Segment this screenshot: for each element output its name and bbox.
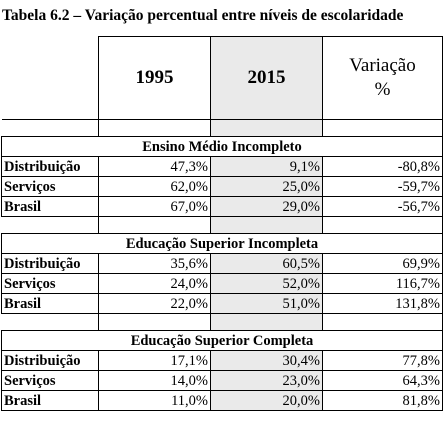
table-row (2, 351, 443, 371)
cell-2015: 52,0% (211, 274, 323, 294)
cell-variation: 131,8% (323, 294, 443, 314)
section-header-row (2, 234, 443, 254)
row-label: Serviços (2, 274, 99, 294)
cell-1995: 47,3% (99, 157, 211, 177)
row-label: Distribuição (2, 351, 99, 371)
cell-variation: 64,3% (323, 371, 443, 391)
section-spacer (2, 314, 443, 331)
cell-1995: 62,0% (99, 177, 211, 197)
section-header-row (2, 331, 443, 351)
cell-variation: -56,7% (323, 197, 443, 217)
cell-1995: 14,0% (99, 371, 211, 391)
cell-1995: 24,0% (99, 274, 211, 294)
table-row (2, 197, 443, 217)
cell-variation: 69,9% (323, 254, 443, 274)
row-label: Brasil (2, 197, 99, 217)
table-row (2, 254, 443, 274)
header-variation (323, 37, 443, 120)
row-label: Distribuição (2, 157, 99, 177)
table-header-row (2, 37, 443, 120)
table-row (2, 177, 443, 197)
table-caption: Tabela 6.2 – Variação percentual entre níveis de escolaridade (2, 7, 404, 24)
table-row (2, 274, 443, 294)
section-spacer (2, 217, 443, 234)
header-corner (2, 37, 99, 120)
header-2015: 2015 (211, 37, 323, 120)
cell-2015: 23,0% (211, 371, 323, 391)
cell-1995: 11,0% (99, 391, 211, 411)
cell-1995: 22,0% (99, 294, 211, 314)
cell-2015: 51,0% (211, 294, 323, 314)
cell-variation: -80,8% (323, 157, 443, 177)
section-header-row (2, 137, 443, 157)
cell-2015: 30,4% (211, 351, 323, 371)
cell-1995: 35,6% (99, 254, 211, 274)
section-title: Ensino Médio Incompleto (2, 137, 443, 157)
cell-2015: 9,1% (211, 157, 323, 177)
row-label: Brasil (2, 294, 99, 314)
table-row (2, 391, 443, 411)
row-label: Serviços (2, 371, 99, 391)
table-row (2, 294, 443, 314)
cell-2015: 25,0% (211, 177, 323, 197)
cell-variation: 116,7% (323, 274, 443, 294)
cell-variation: 77,8% (323, 351, 443, 371)
row-label: Brasil (2, 391, 99, 411)
header-variation-line1: Variação (349, 55, 416, 76)
cell-variation: -59,7% (323, 177, 443, 197)
cell-2015: 20,0% (211, 391, 323, 411)
header-variation-line2: % (374, 79, 391, 100)
cell-1995: 67,0% (99, 197, 211, 217)
cell-1995: 17,1% (99, 351, 211, 371)
table-row (2, 157, 443, 177)
section-title: Educação Superior Completa (2, 331, 443, 351)
row-label: Distribuição (2, 254, 99, 274)
data-table (1, 36, 443, 411)
cell-2015: 60,5% (211, 254, 323, 274)
cell-2015: 29,0% (211, 197, 323, 217)
row-label: Serviços (2, 177, 99, 197)
table-row (2, 371, 443, 391)
header-1995: 1995 (99, 37, 211, 120)
section-spacer (2, 120, 443, 137)
cell-variation: 81,8% (323, 391, 443, 411)
section-title: Educação Superior Incompleta (2, 234, 443, 254)
